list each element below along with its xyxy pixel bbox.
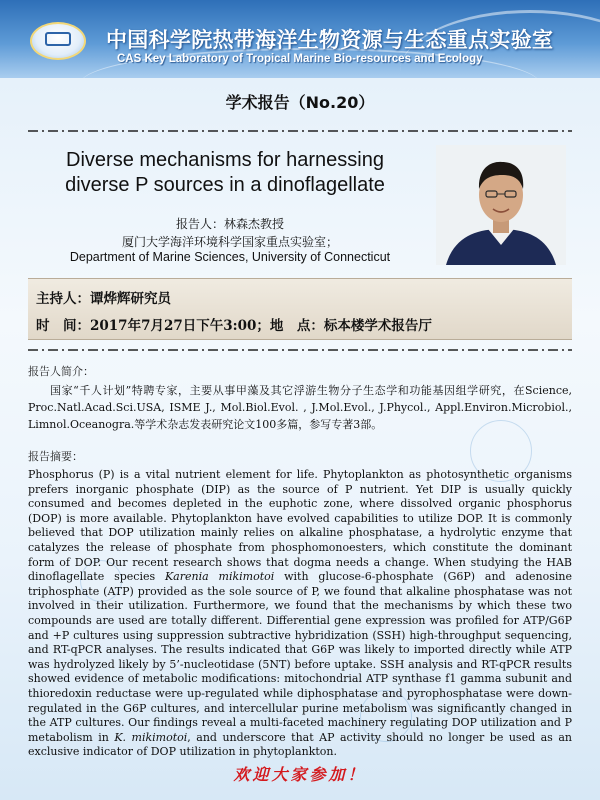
org-name-cn: 中国科学院热带海洋生物资源与生态重点实验室 <box>106 28 554 52</box>
dash-divider <box>28 126 572 136</box>
host-info-box <box>28 278 572 340</box>
speaker-affiliation-cn: 厦门大学海洋环境科学国家重点实验室； <box>121 235 338 249</box>
bio-text: 国家“千人计划”特聘专家，主要从事甲藻及其它浮游生物分子生态学和功能基因组学研究，在Science, Proc.Natl.Acad.Sci.USA, ISME J., Mol.Biol.Evol. , J.Mol.Evol., J.Phycol., Appl.Environ.Microbiol., Limnol.Oceanogra.等学术杂志发表研究论文100多篇，参写专著3部。 <box>28 384 572 431</box>
species-name: Karenia mikimotoi <box>164 570 275 584</box>
speaker-affiliation-en: Department of Marine Sciences, University of Connecticut <box>69 250 391 264</box>
time-and-place: 时 间：2017年7月27日下午3:00；地 点：标本楼学术报告厅 <box>36 318 432 334</box>
org-name-en: CAS Key Laboratory of Tropical Marine Bio-resources and Ecology <box>117 53 483 65</box>
host-name: 主持人：谭烨辉研究员 <box>36 291 171 307</box>
bio-heading: 报告人简介： <box>28 365 94 378</box>
speaker-photo <box>436 145 566 265</box>
abstract-part: , and underscore that AP activity should no longer be used as an exclusive indicator of DOP utilization in phytoplankton. <box>28 730 572 759</box>
talk-title-line: Diverse mechanisms for harnessing <box>66 149 384 171</box>
talk-title <box>30 148 420 198</box>
dash-divider <box>28 345 572 355</box>
species-name: K. mikimotoi <box>114 730 188 744</box>
welcome-message: 欢迎大家参加！ <box>233 765 367 784</box>
abstract-part: with glucose-6-phosphate (G6P) and adenosine triphosphate (ATP) provided as the sole source of P, we found that alkaline phosphatase was not involved in their utilization. Furthermore, we found that the mechanisms by which these two compounds are used are totally different. Differential gene expression was profiled for ATP/G6P and +P cultures using suppression subtractive hybridization (SSH) high-throughput sequencing, and RT-qPCR analyses. The results indicated that G6P was likely to imported directly while ATP was hydrolyzed likely by 5’-nucleotidase (5NT) before uptake. SSH analysis and RT-qPCR results showed evidence of metabolic modifications: mitochondrial ATP synthase f1 gamma subunit and thioredoxin reductase were up-regulated while diphosphatase and pyrophosphatase were down-regulated in the G6P cultures, and intercellular purine metabolism was significantly changed in the ATP cultures. Our findings reveal a multi-faceted machinery regulating DOP utilization and P metabolism in <box>28 570 573 744</box>
abstract-heading: 报告摘要： <box>28 450 83 463</box>
cas-lab-logo-icon <box>30 22 86 60</box>
speaker-name: 报告人：林森杰教授 <box>175 217 284 231</box>
series-label: 学术报告（No.20） <box>225 93 375 112</box>
abstract-text <box>28 468 572 760</box>
header-banner <box>0 0 600 78</box>
talk-title-line: diverse P sources in a dinoflagellate <box>65 174 385 196</box>
abstract-part: Phosphorus (P) is a vital nutrient element for life. Phytoplankton as photosynthetic organisms prefers inorganic phosphate (DIP) as the source of P nutrient. Yet DIP is usually quickly consumed and becomes depleted in the euphotic zone, where dissolved organic phosphorus (DOP) is more available. Phytoplankton have evolved capabilities to utilize DOP. It is commonly believed that DOP utilization mainly relies on alkaline phosphatase, a hydrolytic enzyme that catalyzes the release of phosphate from phosphomonoesters, which constitute the dominant form of DOP. Our recent research shows that dogma needs a change. When studying the HAB dinoflagellate species <box>28 468 572 584</box>
